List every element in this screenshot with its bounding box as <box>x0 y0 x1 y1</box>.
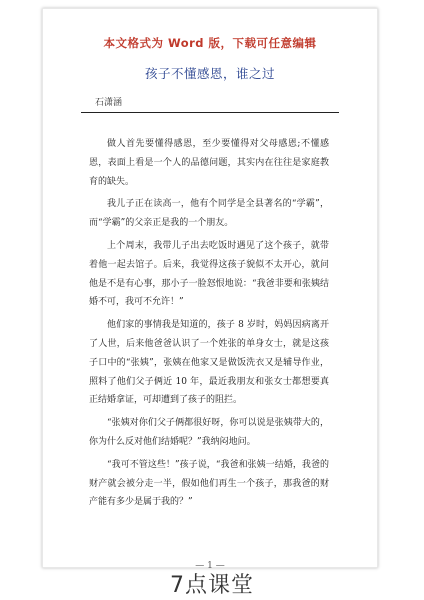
article-title: 孩子不懂感恩，谁之过 <box>144 66 275 81</box>
site-watermark: 7点课堂 <box>170 573 254 598</box>
article-body <box>89 135 329 516</box>
author-name: 石潇涵 <box>95 98 123 108</box>
paragraph: 上个周末，我带儿子出去吃饭时遇见了这个孩子，就带着他一起去馆子。后来，我觉得这孩子貌似不太开心，就问他是不是有心事，那小子一脸怒恨地说：“我爸非要和张姨结婚不可，我可不允许！” <box>89 240 329 308</box>
paragraph: 我儿子正在读高一，他有个同学是全县著名的“学霸”，而“学霸”的父亲正是我的一个朋友。 <box>89 199 329 229</box>
format-banner: 本文格式为 Word 版，下载可任意编辑 <box>103 36 317 50</box>
paragraph: 做人首先要懂得感恩，至少要懂得对父母感恩;不懂感恩，表面上看是一个人的品德问题，其实内在往往是家庭教育的缺失。 <box>89 139 329 187</box>
paragraph: “张姨对你们父子俩都很好呀，你可以说是张姨带大的，你为什么反对他们结婚呢？”我纳闷地问。 <box>89 418 329 447</box>
page-number: — 1 — <box>195 561 225 571</box>
document-page <box>42 8 378 571</box>
paragraph: “我可不管这些！”孩子说，“我爸和张姨一结婚，我爸的财产就会被分走一半，假如他们再生一个孩子，那我爸的财产能有多少是属于我的？” <box>89 459 329 508</box>
paragraph: 他们家的事情我是知道的，孩子 8 岁时，妈妈因病离开了人世，后来他爸爸认识了一个姓张的单身女士，就是这孩子口中的“张姨”，张姨在他家又是做饭洗衣又是辅导作业，照料了他们父子俩近 10 年，最近我朋友和张女士都想要真正结婚拿证，可却遭到了孩子的阻拦。 <box>89 320 329 406</box>
header-divider <box>81 112 339 113</box>
